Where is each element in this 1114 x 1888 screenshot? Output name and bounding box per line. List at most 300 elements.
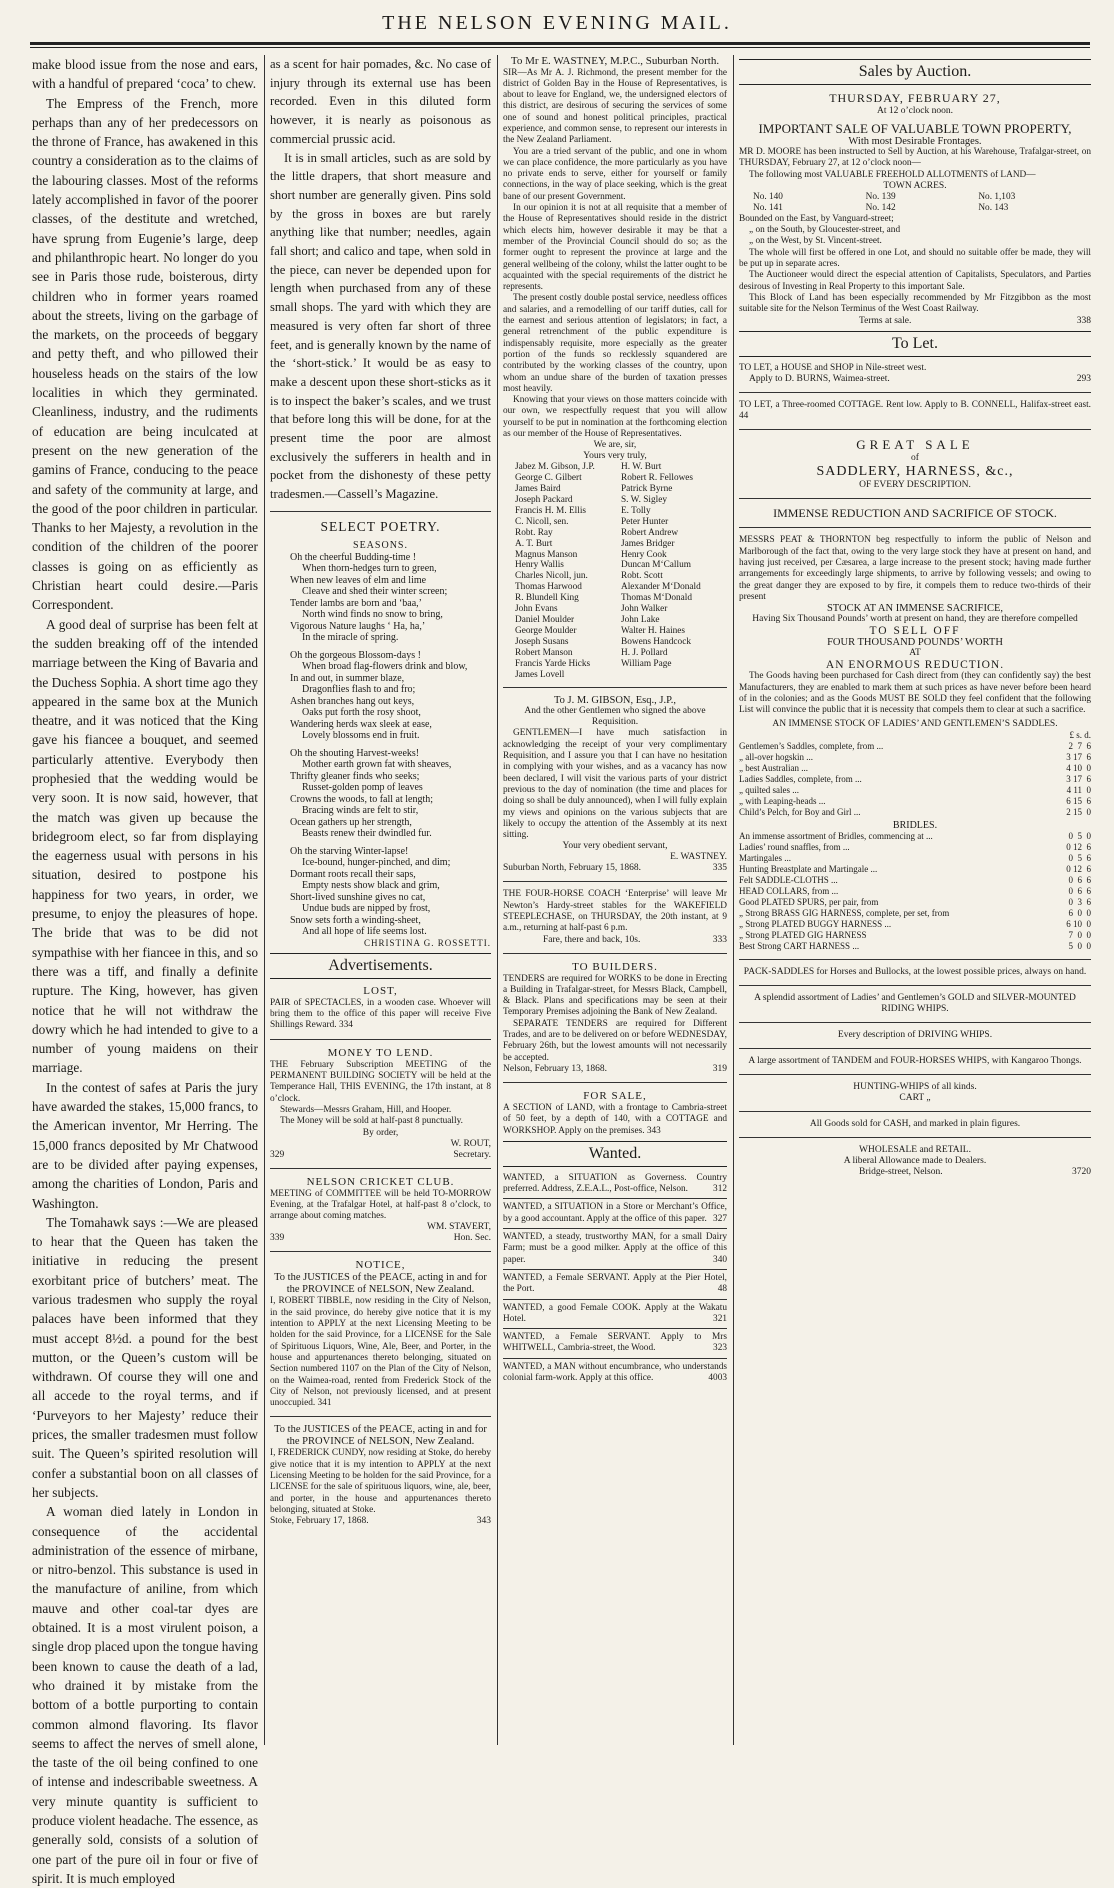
poem-line: Oaks put forth the rosy shoot, — [302, 707, 421, 719]
signatory-name: Charles Nicoll, jun. — [515, 571, 588, 582]
bridge-no: 3720 — [1072, 1167, 1091, 1178]
divider — [503, 1358, 727, 1359]
saddle-prices — [739, 741, 1091, 818]
tibble-notice: I, ROBERT TIBBLE, now residing in the City of Nelson, in the said province, do hereby give notice that it is my intention to APPLY at the next Licensing Meeting to be holden for the said Province, for a LICENSE for the Sale of Spirituous Liquors, Wine, Ale, Beer, and Porter, in the house and appurtenances thereto belonging, situated on Section numbered 1107 on the Plan of the City of Nelson, on the Waimea-road, rented from Frederick Stock of the City of Nelson, not previously licensed, and at present unoccupied. 341 — [270, 1296, 491, 1409]
poem-line: Crowns the woods, to fall at length; — [290, 793, 434, 805]
signatory-name: H. J. Pollard — [621, 647, 668, 658]
cricket-signature: WM. STAVERT, — [426, 1222, 491, 1233]
divider — [739, 498, 1091, 499]
poem-line: Undue buds are nipped by frost, — [302, 903, 431, 915]
poem-line: Ocean gathers up her strength, — [290, 816, 412, 828]
whole-lot: The whole will first be offered in one Lot, and should no suitable offer be made, they will be put up in separate acres. — [739, 247, 1091, 270]
price-row — [739, 831, 1091, 842]
reply-subheading: And the other Gentlemen who signed the above Requisition. — [524, 706, 706, 728]
price-item: Good PLATED SPURS, per pair, from — [739, 897, 879, 908]
liberal-allowance: A liberal Allowance made to Dealers. — [843, 1156, 987, 1167]
poem-author: CHRISTINA G. ROSSETTI. — [363, 937, 491, 948]
yours: Yours very truly, — [583, 451, 647, 462]
price-value: 0 12 6 — [1066, 842, 1091, 853]
price-value: 7 0 0 — [1068, 930, 1091, 941]
column-divider — [497, 55, 498, 1745]
cundy-date: Stoke, February 17, 1868. — [270, 1516, 369, 1527]
poem-line: Oh the shouting Harvest-weeks! — [290, 747, 420, 759]
price-row — [739, 941, 1091, 952]
divider — [503, 687, 727, 688]
signatory-name: James Bridger — [621, 538, 675, 549]
reply-no: 335 — [712, 863, 727, 874]
four-thousand: FOUR THOUSAND POUNDS’ WORTH — [827, 637, 1003, 649]
signatory-name: Robert R. Fellowes — [621, 473, 694, 484]
divider — [739, 959, 1091, 960]
price-row — [739, 919, 1091, 930]
bridle-prices — [739, 831, 1091, 952]
signatory-name: A. T. Burt — [515, 538, 553, 549]
lsd-header: £ s. d. — [1069, 730, 1091, 741]
price-row — [739, 908, 1091, 919]
wanted-no: 323 — [713, 1343, 727, 1354]
money-no: 329 — [270, 1149, 285, 1160]
signatory-name: Peter Hunter — [621, 516, 669, 527]
coach-no: 333 — [712, 934, 727, 945]
requisition-heading: To Mr E. WASTNEY, M.P.C., Suburban North. — [510, 55, 720, 67]
signatory-name: Robert Manson — [515, 647, 573, 658]
bounded-south: „ on the South, by Gloucester-street, and — [749, 225, 901, 236]
signatory-name — [621, 670, 727, 681]
price-item: „ Strong BRASS GIG HARNESS, complete, per set, from — [739, 908, 950, 919]
price-row — [739, 875, 1091, 886]
signatory-name: James Baird — [515, 484, 561, 495]
lot-number: No. 139 — [865, 191, 896, 202]
article-paragraph: as a scent for hair pomades, &c. No case of injury through its external use has been recorded. Even in this diluted form however, it is nearly as poisonous as commercial prussic acid. — [270, 57, 491, 146]
price-value: 0 6 6 — [1068, 875, 1091, 886]
masthead-rule — [30, 42, 1090, 45]
signatory-name: Joseph Susans — [515, 636, 569, 647]
signatory-name: Patrick Byrne — [621, 484, 673, 495]
auction-date: THURSDAY, FEBRUARY 27, — [829, 91, 1001, 105]
money-stewards: Stewards—Messrs Graham, Hill, and Hooper. — [280, 1104, 452, 1115]
price-item: „ quilted sales ... — [739, 785, 799, 796]
wanted-no: 4003 — [708, 1373, 727, 1383]
poem-line: Tender lambs are born and ‘baa,’ — [290, 597, 423, 609]
price-item: „ with Leaping-heads ... — [739, 796, 826, 807]
price-item: Child’s Pelch, for Boy and Girl ... — [739, 807, 861, 818]
reply-signature: E. WASTNEY. — [670, 852, 727, 863]
lost-heading: LOST, — [363, 984, 398, 997]
builders-date: Nelson, February 13, 1868. — [503, 1063, 607, 1074]
article-paragraph: make blood issue from the nose and ears, with a handful of prepared ‘coca’ to chew. — [32, 57, 258, 92]
builders-heading: TO BUILDERS. — [572, 960, 658, 973]
wanted-ad — [503, 1362, 727, 1385]
column-2 — [270, 55, 491, 1750]
price-item: Best Strong CART HARNESS ... — [739, 941, 860, 952]
poem — [290, 552, 491, 938]
acres-heading: TOWN ACRES. — [883, 180, 947, 191]
wanted-ad — [503, 1202, 727, 1225]
divider — [503, 953, 727, 954]
requisition-paragraph: The present costly double postal service, needless offices and salaries, and a remodelling of our tariff duties, call for the earnest and serious attention of legislators; in fact, a general retrenchment of the public expenditure is indispensably requisite, more especially as the greater portion of the funds so recklessly squandered are contributed by the working classes of the country, upon whom an undue share of the burden of taxation presses most heavily. — [503, 293, 727, 394]
requisition-paragraph: In our opinion it is not at all requisite that a member of the House of Representatives should reside in the district which elects him, however desirable it may be that a member of the Provincial Council should do so; as the former ought to represent the province at large and the general wellbeing of the colony, whilst the latter ought to be acquainted with the special requirements of the district he represents. — [503, 203, 727, 293]
signatory-name: H. W. Burt — [621, 462, 662, 473]
every-description: OF EVERY DESCRIPTION. — [859, 480, 971, 491]
signatory-name: R. Blundell King — [515, 593, 579, 604]
builders-ad: TENDERS are required for WORKS to be done in Erecting a Building in Trafalgar-street, for Messrs Black, Campbell, & Black. Plans and specifications may be seen at their Temporary Premises adjoining the Bank of New Zealand. — [503, 973, 727, 1018]
price-row — [739, 763, 1091, 774]
auction-subtitle: With most Desirable Frontages. — [848, 136, 982, 147]
price-row — [739, 930, 1091, 941]
auctioneer-note: The Auctioneer would direct the especial attention of Capitalists, Speculators, and Parties desirous of Investing in Real Property to this important Sale. — [739, 270, 1091, 292]
price-item: HEAD COLLARS, from ... — [739, 886, 839, 897]
sale-heading: FOR SALE, — [583, 1089, 647, 1102]
article-mirbane: A woman died lately in London in consequence of the accidental administration of the essence of mirbane, or nitro-benzol. This substance is used in the manufacture of aniline, from which mauve and other coal-tar dyes are obtained. It is a most virulent poison, a single drop placed upon the tongue having been known to cause the death of a lad, who drained it by mistake from the bottom of a bottle purporting to contain common almond flavoring. Its flavor seems to affect the nerves of smell alone, the taste of the oil being confined to one of intense and indescribable sweetness. A very minute quantity is sufficient to produce violent headache. The essence, as generally sold, consists of a solution of one part of the pure oil in four or five of spirit. It is much employed — [32, 1504, 258, 1886]
poem-line: When thorn-hedges turn to green, — [302, 563, 437, 575]
builders-no: 319 — [712, 1063, 727, 1074]
signatory-name: Francis H. M. Ellis — [515, 505, 587, 516]
wanted-heading: Wanted. — [503, 1141, 727, 1167]
price-value: 3 17 6 — [1066, 774, 1091, 785]
divider — [270, 1416, 491, 1417]
to-sell-off: TO SELL OFF — [869, 625, 961, 638]
wanted-ads — [503, 1173, 727, 1384]
column-divider — [733, 55, 734, 1745]
cricket-sec: Hon. Sec. — [453, 1233, 491, 1244]
cricket-ad: MEETING of COMMITTEE will be held TO-MORROW Evening, at the Trafalgar Hotel, at half-past 8 o’clock, to arrange about coming matches. — [270, 1188, 491, 1222]
price-value: 2 7 6 — [1068, 741, 1091, 752]
signatory-name: Alexander M‘Donald — [621, 582, 701, 593]
wanted-text: WANTED, a Female SERVANT. Apply to Mrs WHITWELL, Cambria-street, the Wood. — [503, 1332, 727, 1354]
poem-line: Cleave and shed their winter screen; — [302, 586, 448, 598]
price-value: 6 0 0 — [1068, 908, 1091, 919]
signatory-name: George C. Gilbert — [515, 473, 582, 484]
money-ad: THE February Subscription MEETING of the PERMANENT BUILDING SOCIETY will be held at the Temperance Hall, THIS EVENING, the 17th instant, at 8 o’clock. — [270, 1059, 491, 1104]
price-row — [739, 741, 1091, 752]
price-value: 0 5 0 — [1068, 831, 1091, 842]
divider — [739, 527, 1091, 528]
at: AT — [909, 648, 921, 659]
price-row — [739, 785, 1091, 796]
poem-line: Russet-golden pomp of leaves — [302, 782, 423, 794]
signatory-name: Robt. Scott — [621, 571, 663, 582]
price-value: 2 15 0 — [1066, 807, 1091, 818]
poem-line: When broad flag-flowers drink and blow, — [302, 661, 468, 673]
poem-line: Oh the cheerful Budding-time ! — [290, 551, 417, 563]
wholesale: WHOLESALE and RETAIL. — [859, 1145, 971, 1156]
poem-line: Wandering herds wax sleek at ease, — [290, 718, 432, 730]
signatory-name: John Evans — [515, 604, 558, 615]
signatory-name: John Walker — [621, 604, 668, 615]
signatory-name: Jabez M. Gibson, J.P. — [515, 462, 595, 473]
price-row — [739, 796, 1091, 807]
divider — [503, 1082, 727, 1083]
poem-line: Dormant roots recall their saps, — [290, 868, 416, 880]
price-row — [739, 842, 1091, 853]
we-are: We are, sir, — [593, 440, 637, 451]
wanted-text: WANTED, a Female SERVANT. Apply at the Pier Hotel, the Port. — [503, 1272, 727, 1295]
lot-number: No. 140 — [753, 191, 783, 202]
price-item: Martingales ... — [739, 853, 791, 864]
auction-time: At 12 o’clock noon. — [877, 106, 953, 116]
reply-yours: Your very obedient servant, — [562, 841, 668, 852]
money-order: By order, — [362, 1127, 399, 1138]
let-house-no: 293 — [1076, 373, 1091, 384]
signatory-name: Francis Yarde Hicks — [515, 658, 591, 669]
price-item: Gentlemen’s Saddles, complete, from ... — [739, 741, 884, 752]
column-3 — [503, 55, 727, 1750]
great-sale: GREAT SALE — [856, 437, 974, 453]
bounded-west: „ on the West, by St. Vincent-street. — [749, 236, 882, 247]
signatory-name: George Moulder — [515, 625, 577, 636]
auction-title: IMPORTANT SALE OF VALUABLE TOWN PROPERTY, — [758, 121, 1072, 136]
wanted-no: 340 — [713, 1254, 727, 1265]
price-value: 0 3 6 — [1068, 897, 1091, 908]
hunting-whips: HUNTING-WHIPS of all kinds. — [853, 1082, 977, 1093]
money-half: The Money will be sold at half-past 8 punctually. — [280, 1116, 463, 1127]
article-empress: The Empress of the French, more perhaps than any of her predecessors on the throne of France, has awakened in this country a consideration as to the claims of the labouring classes. Most of the reforms lately accomplished in favor of the poorer classes, of the destitute and wretched, have sprung from Eugenie’s large, deep and philanthropic heart. No longer do you see in Paris those rude, boisterous, dirty children who in former years roamed about the streets, living on the garbage of the markets, on the proceeds of beggary and petty theft, and who pillowed their houseless heads on the stairs of the low localities in which they germinated. Cleanliness, industry, and the rudiments of education are being inculcated at present on the new generation of the gamins of France, conducing to the peace and safety of the community at large, and the good of the poor children in particular. Thanks to her Majesty, a revolution in the condition of the children of the poorer classes is going on as efficiently as Christian heart could desire.—Paris Correspondent. — [32, 95, 258, 613]
let-house-apply: Apply to D. BURNS, Waimea-street. — [749, 373, 890, 384]
divider — [739, 985, 1091, 986]
following: The following most VALUABLE FREEHOLD ALLOTMENTS of LAND— — [749, 169, 1036, 180]
price-row — [739, 853, 1091, 864]
poem-line: Dragonflies flash to and fro; — [302, 684, 416, 696]
divider — [739, 1074, 1091, 1075]
lots — [739, 192, 1091, 214]
signatory-name: Daniel Moulder — [515, 614, 575, 625]
price-value: 4 11 0 — [1066, 785, 1091, 796]
wanted-no: 327 — [713, 1213, 727, 1224]
price-value: 0 6 6 — [1068, 886, 1091, 897]
riding-whips: A splendid assortment of Ladies’ and Gentlemen’s GOLD and SILVER-MOUNTED RIDING WHIPS. — [754, 993, 1076, 1015]
wanted-no: 312 — [713, 1184, 727, 1195]
bounded-east: Bounded on the East, by Vanguard-street; — [739, 213, 894, 224]
article-safes: In the contest of safes at Paris the jury have awarded the stakes, 15,000 francs, to the American inventor, Mr Herring. The 15,000 francs deposited by Mr Chatwood are to be divided after paying expenses, among the charities of London, Paris and Washington. — [32, 1079, 258, 1211]
price-item: „ Strong PLATED GIG HARNESS — [739, 930, 867, 941]
requisition-paragraph: Knowing that your views on those matters coincide with our own, we respectfully request that you will allow yourself to be put in nomination at the forthcoming election as our member of the House of Representatives. — [503, 395, 727, 439]
auction-heading: Sales by Auction. — [739, 59, 1091, 85]
signatory-name: Walter H. Haines — [621, 625, 686, 636]
column-1 — [32, 55, 258, 1886]
poem-title: SEASONS. — [353, 539, 408, 551]
bridles-heading: BRIDLES. — [892, 820, 938, 832]
article-short-stick: It is in small articles, such as are sold by the little drapers, that short measure and short number are generally given. Pins sold by the gross in boxes are but rarely anything like that number; needles, again fall short; and calico and tape, when sold in the piece, can never be depended upon for length when purchased from any of these small shops. The yard with which they are measured is very often far short of three feet, and is generally known by the name of the ‘short-stick.’ It would be as easy to make a descent upon these short-sticks as it is to inspect the baker’s scales, and we trust that before long this will be done, for at the present time the poor are almost exclusively the sufferers in health and in pocket from the dishonesty of these petty tradesmen.—Cassell’s Magazine. — [270, 150, 491, 502]
poem-line: And all hope of life seems lost. — [302, 926, 427, 938]
justices-heading: To the JUSTICES of the PEACE, acting in and for the PROVINCE of NELSON, New Zealand. — [274, 1424, 487, 1448]
lot-number: No. 141 — [753, 202, 783, 213]
lot-number: No. 143 — [978, 202, 1009, 213]
wanted-text: WANTED, a SITUATION in a Store or Merchant’s Office, by a good accountant. Apply at the office of this paper. — [503, 1202, 727, 1224]
wanted-ad — [503, 1173, 727, 1196]
price-value: 0 5 6 — [1068, 853, 1091, 864]
having: Having Six Thousand Pounds’ worth at present on hand, they are therefore compelled — [752, 614, 1078, 625]
signatory-name: Joseph Packard — [515, 495, 573, 506]
signatory-name: E. Tolly — [621, 505, 651, 516]
divider — [503, 1269, 727, 1270]
moore-ad: MR D. MOORE has been instructed to Sell by Auction, at his Warehouse, Trafalgar-street, on THURSDAY, February 27, at 12 o’clock noon— — [739, 147, 1091, 169]
coach-fare: Fare, there and back, 10s. — [543, 934, 641, 945]
signatory-name: Magnus Manson — [515, 549, 578, 560]
coach-ad: THE FOUR-HORSE COACH ‘Enterprise’ will leave Mr Newton’s Hardy-street stables for the WAKEFIELD STEEPLECHASE, on THURSDAY, the 20th instant, at 9 a.m., returning at half-past 6 p.m. — [503, 889, 727, 934]
price-value: 3 17 6 — [1066, 752, 1091, 763]
cundy-notice: I, FREDERICK CUNDY, now residing at Stoke, do hereby give notice that it is my intention to APPLY at the next Licensing Meeting to be holden for the said Province, for a LICENSE for the sale of spirituous liquors, wine, ale, beer, and porter, in the house and appurtenances thereto belonging, situated at Stoke. — [270, 1448, 491, 1515]
price-value: 4 10 0 — [1066, 763, 1091, 774]
let-house: TO LET, a HOUSE and SHOP in Nile-street west. — [739, 362, 927, 373]
saddles-heading: AN IMMENSE STOCK OF LADIES’ AND GENTLEMEN’S SADDLES. — [772, 719, 1058, 730]
reply-text: GENTLEMEN—I have much satisfaction in acknowledging the receipt of your very complimentary Requisition, and I assure you that I can have no hesitation in complying with your wishes, and as a vacancy has now been declared, I will visit the various parts of your district previous to the day of nomination (the time and places for doing so shall be duly announced), when I will fully explain my views and opinions on the various subjects that are likely to occupy the attention of the Assembly at its next sitting. — [503, 728, 727, 841]
wanted-text: WANTED, a SITUATION as Governess. Country preferred. Address, Z.E.A.L., Post-office, Nelson. — [503, 1172, 727, 1195]
poem-line: Empty nests show black and grim, — [302, 880, 440, 892]
signatory-name: John Lake — [621, 614, 660, 625]
justices-heading: To the JUSTICES of the PEACE, acting in and for the PROVINCE of NELSON, New Zealand. — [274, 1272, 487, 1296]
tandem-whips: A large assortment of TANDEM and FOUR-HORSES WHIPS, with Kangaroo Thongs. — [748, 1056, 1082, 1067]
divider — [739, 429, 1091, 430]
divider — [739, 1022, 1091, 1023]
reply-date: Suburban North, February 15, 1868. — [503, 863, 641, 874]
divider — [270, 1168, 491, 1169]
wanted-text: WANTED, a good Female COOK. Apply at the Wakatu Hotel. — [503, 1302, 727, 1324]
let-cottage: TO LET, a Three-roomed COTTAGE. Rent low. Apply to B. CONNELL, Halifax-street east. 44 — [739, 399, 1091, 422]
wanted-text: WANTED, a steady, trustworthy MAN, for a small Dairy Farm; must be a good milker. Apply at the office of this paper. — [503, 1232, 727, 1265]
signatory-name: Bowens Handcock — [621, 636, 691, 647]
sale-ad: A SECTION of LAND, with a frontage to Cambria-street of 50 feet, by a depth of 140, with a COTTAGE and WORKSHOP. Apply on the premises. 343 — [503, 1102, 727, 1136]
poem-line: In the miracle of spring. — [302, 632, 399, 644]
ads-heading: Advertisements. — [270, 953, 491, 979]
divider — [503, 1198, 727, 1199]
price-item: „ Strong PLATED BUGGY HARNESS ... — [739, 919, 892, 930]
goods-note: The Goods having been purchased for Cash direct from (they can confidently say) the best Manufacturers, they are enabled to mark them at such prices as have never before been heard of in the colonies; and as the Goods MUST BE SOLD they feel confident that the following List will convince the public that it is necessity that compels them to clear at such a sacrifice. — [739, 671, 1091, 716]
wanted-ad — [503, 1232, 727, 1266]
cundy-no: 343 — [476, 1516, 491, 1527]
poem-line: Bracing winds are felt to stir, — [302, 805, 419, 817]
price-item: Hunting Breastplate and Martingale ... — [739, 864, 878, 875]
wanted-text: WANTED, a MAN without encumbrance, who understands colonial farm-work. Apply at this office. — [503, 1361, 727, 1383]
divider — [503, 1228, 727, 1229]
poem-line: Lovely blossoms end in fruit. — [302, 730, 420, 742]
masthead-rule-thin — [30, 47, 1090, 48]
divider — [739, 1137, 1091, 1138]
price-row — [739, 752, 1091, 763]
money-heading: MONEY TO LEND. — [327, 1046, 434, 1059]
signatory-name: Thomas M‘Donald — [621, 593, 693, 604]
divider — [503, 881, 727, 882]
signatory-name: C. Nicoll, sen. — [515, 516, 569, 527]
saddlery: SADDLERY, HARNESS, &c., — [816, 464, 1014, 480]
pack-saddles: PACK-SADDLES for Horses and Bullocks, at the lowest possible prices, always on hand. — [743, 967, 1087, 978]
divider — [270, 511, 491, 512]
terms-no: 338 — [1076, 315, 1091, 326]
poem-line: When new leaves of elm and lime — [290, 574, 427, 586]
driving-whips: Every description of DRIVING WHIPS. — [837, 1030, 993, 1041]
article-tomahawk: The Tomahawk says :—We are pleased to hear that the Queen has taken the initiative in reducing the present exorbitant price of butchers’ meat. The various tradesmen who supply the royal palaces have been informed that they must accept 8½d. a pound for the best mutton, or the Queen’s custom will be withdrawn. Of course they will one and all accede to the royal terms, and if ‘Purveyors to her Majesty’ reduce their prices, the smaller tradesmen must follow suit. The Queen’s spirited resolution will confer a substantial boon on all classes of her subjects. — [32, 1214, 258, 1500]
terms: Terms at sale. — [859, 315, 912, 326]
price-item: Felt SADDLE-CLOTHS ... — [739, 875, 838, 886]
divider — [739, 392, 1091, 393]
article-bavaria: A good deal of surprise has been felt at the sudden breaking off of the intended marriage between the King of Bavaria and the Duchess Sophia. A short time ago they appeared in the same box at the Munich theatre, and it was noticed that the King gave his fiancee a bouquet, and seemed particularly attentive. Everybody then prophesied that the wedding would be very soon. It is now said, however, that the match was given up because the bridegroom elect, so far from displaying the eagerness usual with persons in his situation, desired to postpone his happiness for two years, in order, we presume, to enjoy the pleasures of hope. The bride that was to be did not sympathise with her fiancee in this, and so there was a tiff, and finally a definite rupture. The King, however, has given notice that he will not withdraw the dowry which he had intended to give to a number of young maidens on their marriage. — [32, 616, 258, 1076]
price-item: An immense assortment of Bridles, commencing at ... — [739, 831, 933, 842]
price-row — [739, 886, 1091, 897]
wanted-ad — [503, 1303, 727, 1326]
divider — [739, 1048, 1091, 1049]
signatory-name: James Lovell — [515, 669, 565, 680]
divider — [270, 1251, 491, 1252]
signatory-name: Henry Cook — [621, 549, 667, 560]
price-value: 5 0 0 — [1068, 941, 1091, 952]
signatory-name: William Page — [621, 658, 672, 669]
price-value: 6 15 6 — [1066, 796, 1091, 807]
poem-line: Thrifty gleaner finds who seeks; — [290, 770, 420, 782]
signatory-name: Thomas Harwood — [515, 582, 582, 593]
block-note: This Block of Land has been especially recommended by Mr Fitzgibbon as the most suitable site for the Nelson Terminus of the West Coast Railway. — [739, 292, 1091, 315]
cricket-no: 339 — [270, 1233, 285, 1244]
wanted-ad — [503, 1273, 727, 1296]
poetry-heading: SELECT POETRY. — [320, 518, 441, 534]
price-item: Ladies Saddles, complete, from ... — [739, 774, 862, 785]
poem-line: North wind finds no snow to bring, — [302, 609, 443, 621]
poem-line: Oh the gorgeous Blossom-days ! — [290, 649, 421, 661]
wanted-ad — [503, 1332, 727, 1355]
wanted-no: 48 — [717, 1284, 727, 1295]
column-divider — [264, 55, 265, 1745]
signatory-name: Duncan M‘Callum — [621, 560, 691, 571]
poem-line: Oh the starving Winter-lapse! — [290, 845, 409, 857]
notice-heading: NOTICE, — [355, 1259, 406, 1272]
signatory-name: Henry Wallis — [515, 560, 564, 571]
to-let-heading: To Let. — [739, 331, 1091, 357]
stock-sacrifice: STOCK AT AN IMMENSE SACRIFICE, — [826, 603, 1004, 615]
divider — [739, 1111, 1091, 1112]
price-item: „ all-over hogskin ... — [739, 752, 813, 763]
lot-number: No. 1,103 — [978, 191, 1016, 202]
cart-whips: CART „ — [899, 1093, 931, 1104]
money-signature: W. ROUT, — [450, 1138, 491, 1149]
poem-line: Ice-bound, hunger-pinched, and dim; — [302, 857, 451, 869]
enormous-reduction: AN ENORMOUS REDUCTION. — [825, 659, 1005, 672]
column-4 — [739, 55, 1091, 1750]
price-value: 0 12 6 — [1066, 864, 1091, 875]
cricket-heading: NELSON CRICKET CLUB. — [306, 1175, 455, 1188]
masthead: THE NELSON EVENING MAIL. — [382, 12, 732, 34]
price-item: Ladies’ round snaffles, from ... — [739, 842, 850, 853]
divider — [270, 1039, 491, 1040]
price-row — [739, 864, 1091, 875]
poem-line: Snow sets forth a winding-sheet, — [290, 914, 421, 926]
reply-heading: To J. M. GIBSON, Esq., J.P., — [553, 695, 677, 707]
requisition-paragraph: SIR—As Mr A. J. Richmond, the present member for the district of Golden Bay in the House of Representatives, is about to leave for England, we, the undersigned electors of this district, are desirous of securing the services of some one of sound and honest political principles, practical experience, and common sense, to represent our interests in the New Zealand Parliament. — [503, 67, 727, 146]
price-value: 6 10 0 — [1066, 919, 1091, 930]
bridge-street: Bridge-street, Nelson. — [859, 1167, 943, 1178]
peat-thornton: MESSRS PEAT & THORNTON beg respectfully to inform the public of Nelson and Marlborough of the fact that, owing to the very large stock they have at present on hand, and having just received, per Cæsarea, a large increase to the present stock; having made further arrangements for exceedingly large shipments, to arrive by following vessels; and owing to the great danger they are exposed to by fire, it compels them to reduce two-thirds of their present — [739, 535, 1091, 602]
poem-line: Beasts renew their dwindled fur. — [302, 828, 432, 840]
signatory-name: S. W. Sigley — [621, 495, 667, 506]
of: of — [911, 453, 919, 464]
divider — [503, 1299, 727, 1300]
lot-number: No. 142 — [865, 202, 896, 213]
lost-ad: PAIR of SPECTACLES, in a wooden case. Whoever will bring them to the office of this paper will receive Five Shillings Reward. 334 — [270, 997, 491, 1031]
poem-line: Mother earth grown fat with sheaves, — [302, 759, 452, 771]
poem-line: In and out, in summer blaze, — [290, 672, 405, 684]
poem-line: Vigorous Nature laughs ‘ Ha, ha,’ — [290, 620, 426, 632]
poem-line: Ashen branches hang out keys, — [290, 695, 415, 707]
signatory-name: Robt. Ray — [515, 527, 553, 538]
cash-note: All Goods sold for CASH, and marked in plain figures. — [809, 1119, 1021, 1130]
builders-ad-2: SEPARATE TENDERS are required for Different Trades, and are to be delivered on or before WEDNESDAY, February 26th, but the lowest amounts will not necessarily be accepted. — [503, 1018, 727, 1063]
price-row — [739, 774, 1091, 785]
requisition — [503, 68, 727, 441]
price-row — [739, 897, 1091, 908]
wanted-no: 321 — [713, 1313, 727, 1324]
poem-line: Short-lived sunshine gives no cat, — [290, 891, 426, 903]
price-row — [739, 807, 1091, 818]
divider — [503, 1328, 727, 1329]
requisition-paragraph: You are a tried servant of the public, and one in whom we can place confidence, the more particularly as you have no private ends to serve, either for yourself or family connections, in the way of place seeking, which is the great bane of our present Government. — [503, 146, 727, 202]
signatories — [515, 462, 727, 680]
